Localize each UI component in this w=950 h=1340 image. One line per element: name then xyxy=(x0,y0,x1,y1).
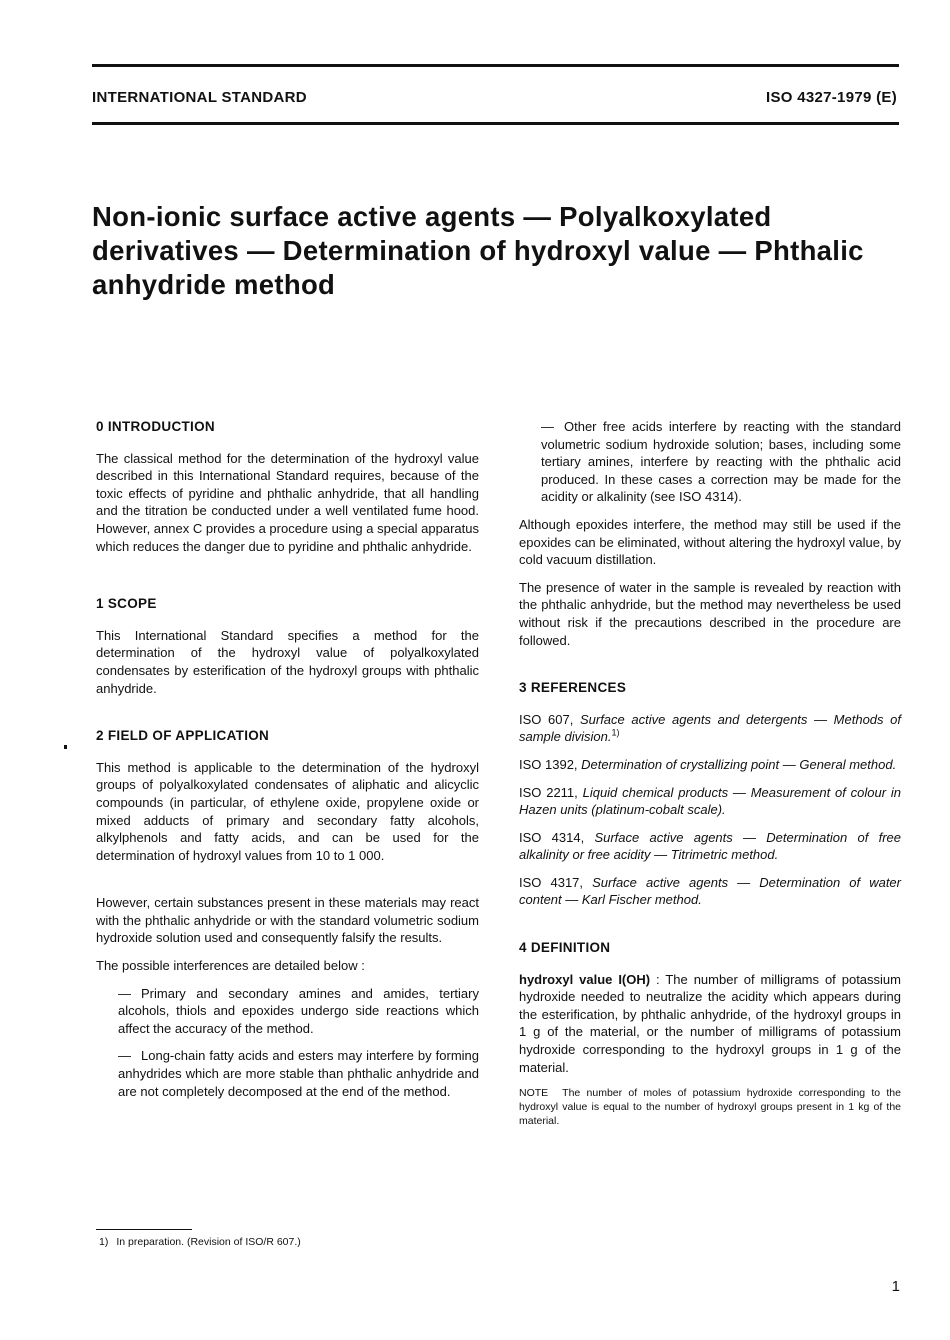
field-paragraph-1: This method is applicable to the determination of the hydroxyl groups of polyalkoxylated condensates of aliphatic and alicyclic compounds (in particular, of ethylene oxide, propylene oxide or mixed adducts of primary and secondary fatty alcohols, alkylphenols and fatty acids, and can be used for the determination of hydroxyl values from 10 to 1 000. xyxy=(96,759,479,863)
footnote-rule xyxy=(96,1229,192,1230)
references-heading: 3 REFERENCES xyxy=(519,680,627,696)
field-paragraph-2: However, certain substances present in these materials may react with the phthalic anhydride or with the standard volumetric sodium hydroxide solution used and consequently falsify the results. xyxy=(96,895,479,946)
reference-item: ISO 607, Surface active agents and detergents — Methods of sample division.$^{1)}$ xyxy=(519,711,902,745)
field-paragraph-5: The presence of water in the sample is revealed by reaction with the phthalic anhydride, but the method may nevertheless be used without risk if the precautions described in the procedure are followed. xyxy=(519,579,901,648)
introduction-heading: 0 INTRODUCTION xyxy=(96,419,215,434)
margin-mark xyxy=(64,745,67,749)
field-heading: 2 FIELD OF APPLICATION xyxy=(96,728,270,744)
introduction-text: The classical method for the determination of the hydroxyl value described in this International Standard requires, because of the toxic effects of pyridine and phthalic anhydride, that all handling and the titration be conducted under a well ventilated fume hood. However, annex C provides a procedure using a special apparatus which reduces the danger due to pyridine and phthalic anhydride. xyxy=(96,450,480,554)
interference-item-2: — Long-chain fatty acids and esters may interfere by forming anhydrides which are more stable than phthalic anhydride and are not completely decomposed at the end of the method. xyxy=(118,1048,479,1099)
header-bottom-rule xyxy=(92,122,899,125)
field-paragraph-4: Although epoxides interfere, the method may still be used if the epoxides can be eliminated, without altering the hydroxyl value, by cold vacuum distillation. xyxy=(519,516,901,568)
scope-text: This International Standard specifies a method for the determination of the hydroxyl value of polyalkoxylated condensates by esterification of the hydroxyl groups with phthalic anhydride. xyxy=(96,627,479,696)
definition-heading: 4 DEFINITION xyxy=(519,940,611,956)
header-top-rule xyxy=(92,64,899,67)
reference-item: ISO 4317, Surface active agents — Determination of water content — Karl Fischer method. xyxy=(519,874,901,908)
defined-term: hydroxyl value I(OH) xyxy=(519,971,657,987)
definition-note: NOTE The number of moles of potassium hydroxide corresponding to the hydroxyl value is equal to the number of hydroxyl groups present in 1 kg of the material. xyxy=(519,1087,901,1128)
document-title: Non-ionic surface active agents — Polyalkoxylated derivatives — Determination of hydroxyl value — Phthalic anhydride method xyxy=(92,201,864,300)
definition-text: hydroxyl value I(OH) : The number of milligrams of potassium hydroxide needed to neutralize the acidity which appears during the esterification, by phthalic anhydride, of the hydroxyl groups in 1 g of the material, or the number of milligrams of potassium hydroxide corresponding to the hydroxyl groups in 1 g of the material. xyxy=(519,971,901,1075)
reference-item: ISO 4314, Surface active agents — Determination of free alkalinity or free acidity — Titrimetric method. xyxy=(519,829,901,863)
document-type: INTERNATIONAL STANDARD xyxy=(92,89,307,106)
page-number: 1 xyxy=(891,1278,900,1295)
right-column xyxy=(519,418,901,1138)
reference-item: ISO 1392, Determination of crystallizing point — General method. xyxy=(519,756,897,772)
interference-item-3: — Other free acids interfere by reacting with the standard volumetric sodium hydroxide solution; bases, including some tertiary amines, interfere by reacting with the phthalic acid produced. In these cases a correction may be made for the acidity or alkalinity (see ISO 4314). xyxy=(541,419,901,505)
standard-number: ISO 4327-1979 (E) xyxy=(765,89,897,106)
footnote: 1) In preparation. (Revision of ISO/R 607.) xyxy=(99,1236,301,1248)
left-column xyxy=(96,418,479,1110)
reference-item: ISO 2211, Liquid chemical products — Measurement of colour in Hazen units (platinum-cobalt scale). xyxy=(519,784,901,818)
field-paragraph-3: The possible interferences are detailed below : xyxy=(96,958,365,974)
scope-heading: 1 SCOPE xyxy=(96,596,157,612)
interference-item-1: — Primary and secondary amines and amides, tertiary alcohols, thiols and epoxides undergo side reactions which affect the accuracy of the method. xyxy=(118,985,479,1036)
